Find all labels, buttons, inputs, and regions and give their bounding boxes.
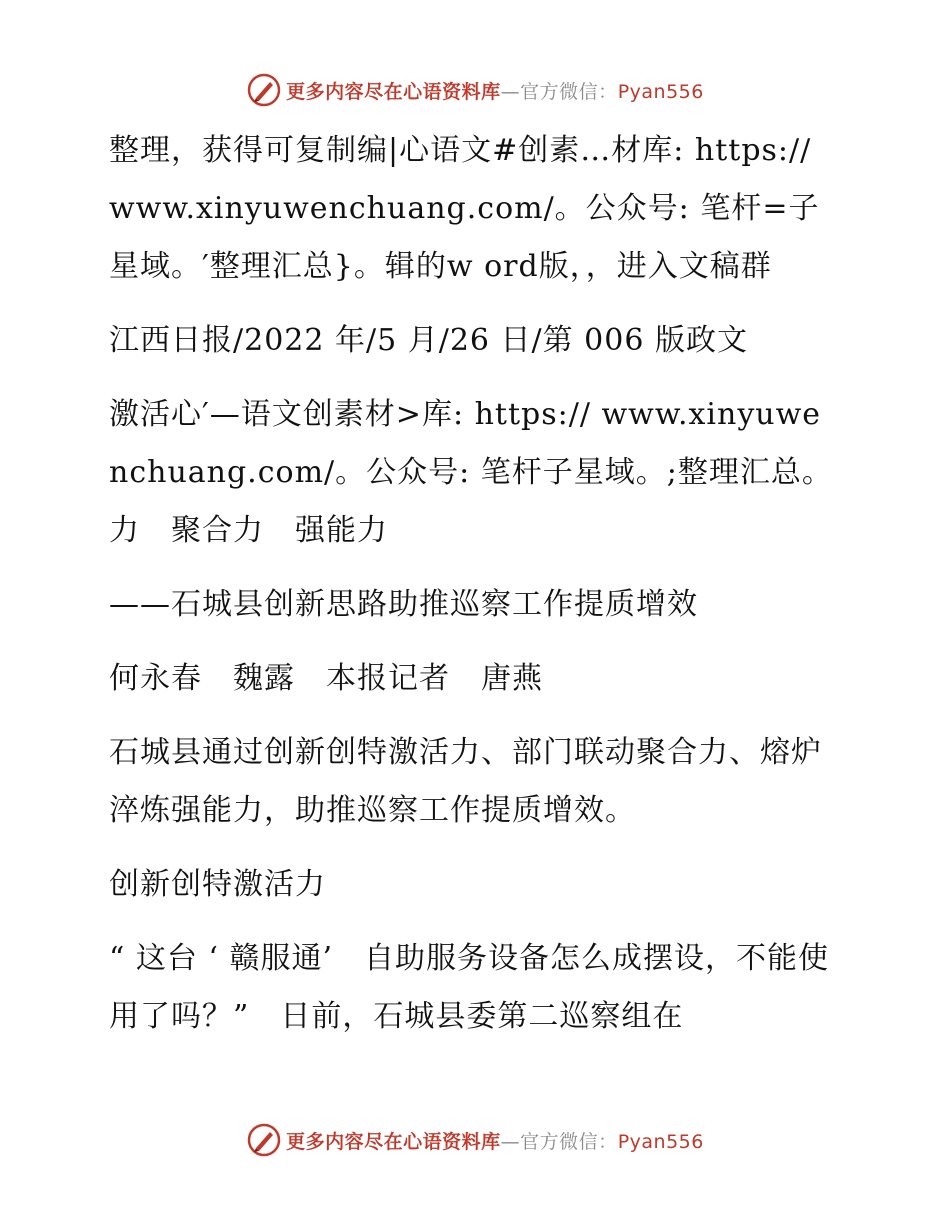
paragraph-intro: 整理，获得可复制编|心语文#创素…材库: https://www.xinyuwenchuang.com/。公众号: 笔杆=子星域。′整理汇总}。辑的w ord版，，进入文稿群 (109, 133, 820, 284)
pen-logo-icon (246, 72, 282, 108)
pen-logo-icon (246, 1122, 282, 1158)
banner-text (286, 77, 704, 104)
banner-text (286, 1127, 704, 1154)
banner-gray-text: —官方微信： (500, 1130, 618, 1153)
header-watermark-banner (0, 70, 950, 110)
paragraph-summary: 石城县通过创新创特激活力、部门联动聚合力、熔炉淬炼强能力，助推巡察工作提质增效。 (109, 735, 822, 828)
banner-red-text: 更多内容尽在心语资料库 (286, 80, 501, 103)
banner-wechat-id: Pyan556 (617, 1130, 704, 1153)
document-body (97, 122, 837, 1062)
section-heading: 创新创特激活力 (109, 867, 326, 902)
banner-red-text: 更多内容尽在心语资料库 (286, 1130, 501, 1153)
banner-gray-text: —官方微信： (500, 80, 618, 103)
footer-watermark-banner (0, 1120, 950, 1160)
paragraph-source-line: 江西日报/2022 年/5 月/26 日/第 006 版政文 (109, 323, 748, 358)
paragraph-subheadline: ——石城县创新思路助推巡察工作提质增效 (109, 587, 698, 622)
paragraph-body: “ 这台 ‘ 赣服通’ 自助服务设备怎么成摆设，不能使用了吗？” 日前，石城县委第二巡察组在 (109, 941, 830, 1034)
banner-wechat-id: Pyan556 (617, 80, 704, 103)
paragraph-headline: 激活心′—语文创素材>库: https:// www.xinyuwenchuang.com/。公众号: 笔杆子星域。;整理汇总。力 聚合力 强能力 (109, 397, 833, 548)
paragraph-authors: 何永春 魏露 本报记者 唐燕 (109, 661, 543, 696)
